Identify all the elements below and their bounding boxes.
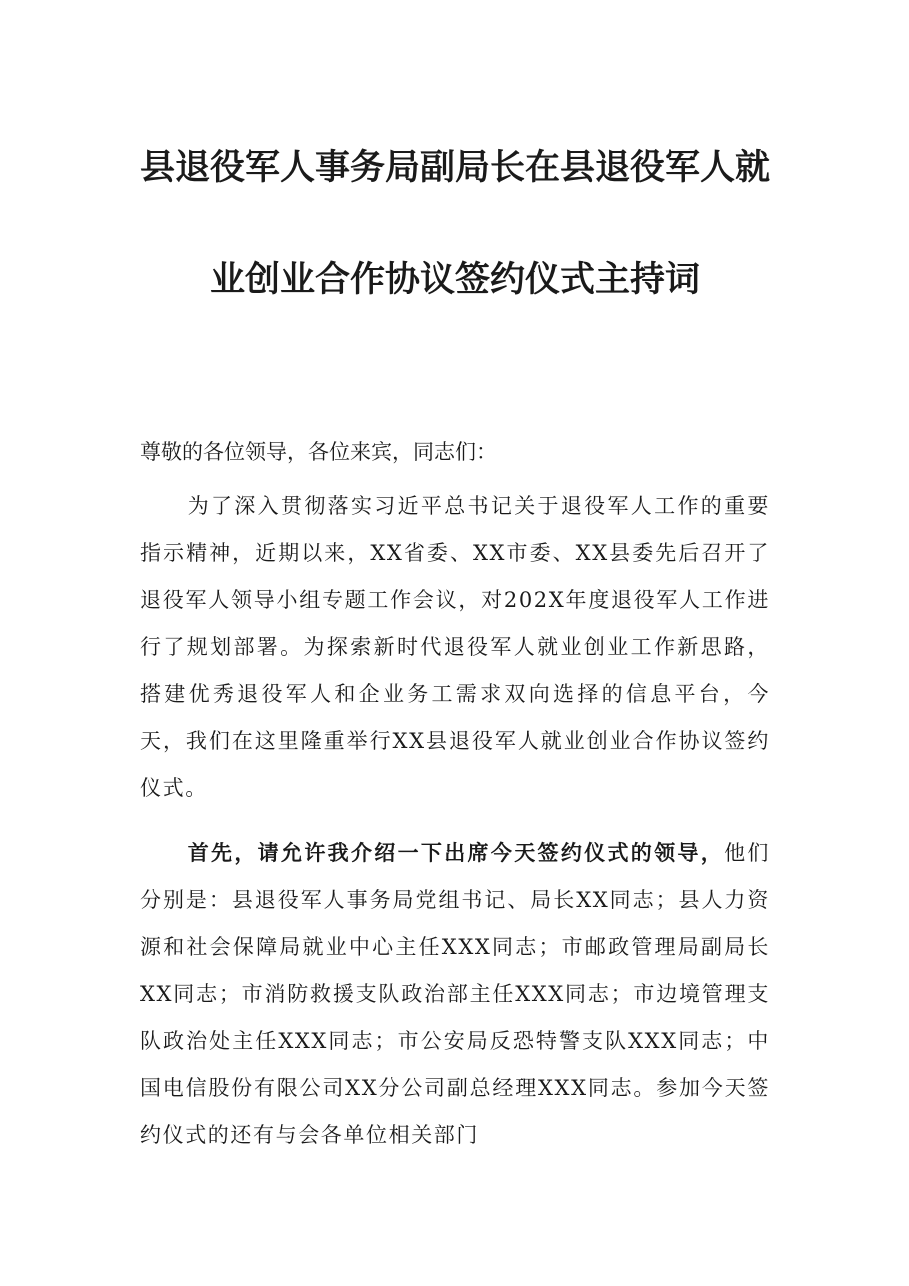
paragraph-1	[140, 483, 770, 812]
paragraph-2-bold-lead: 首先，请允许我介绍一下出席今天签约仪式的领导，	[187, 840, 725, 865]
salutation: 尊敬的各位领导，各位来宾，同志们：	[140, 440, 497, 464]
paragraph-2	[140, 829, 770, 1159]
paragraph-1-text: 为了深入贯彻落实习近平总书记关于退役军人工作的重要指示精神，近期以来，XX省委、XX市委、XX县委先后召开了退役军人领导小组专题工作会议，对202X年度退役军人工作进行了规划部署。为探索新时代退役军人就业创业工作新思路，搭建优秀退役军人和企业务工需求双向选择的信息平台，今天，我们在这里隆重举行XX县退役军人就业创业合作协议签约仪式。	[140, 494, 770, 800]
document-title-line-1: 县退役军人事务局副局长在县退役军人就	[140, 147, 771, 188]
paragraph-2-text: 他们分别是：县退役军人事务局党组书记、局长XX同志；县人力资源和社会保障局就业中心主任XXX同志；市邮政管理局副局长XX同志；市消防救援支队政治部主任XXX同志；市边境管理支队政治处主任XXX同志；市公安局反恐特警支队XXX同志；中国电信股份有限公司XX分公司副总经理XXX同志。参加今天签约仪式的还有与会各单位相关部门	[140, 841, 770, 1147]
document-title-line-2: 业创业合作协议签约仪式主持词	[209, 259, 700, 300]
